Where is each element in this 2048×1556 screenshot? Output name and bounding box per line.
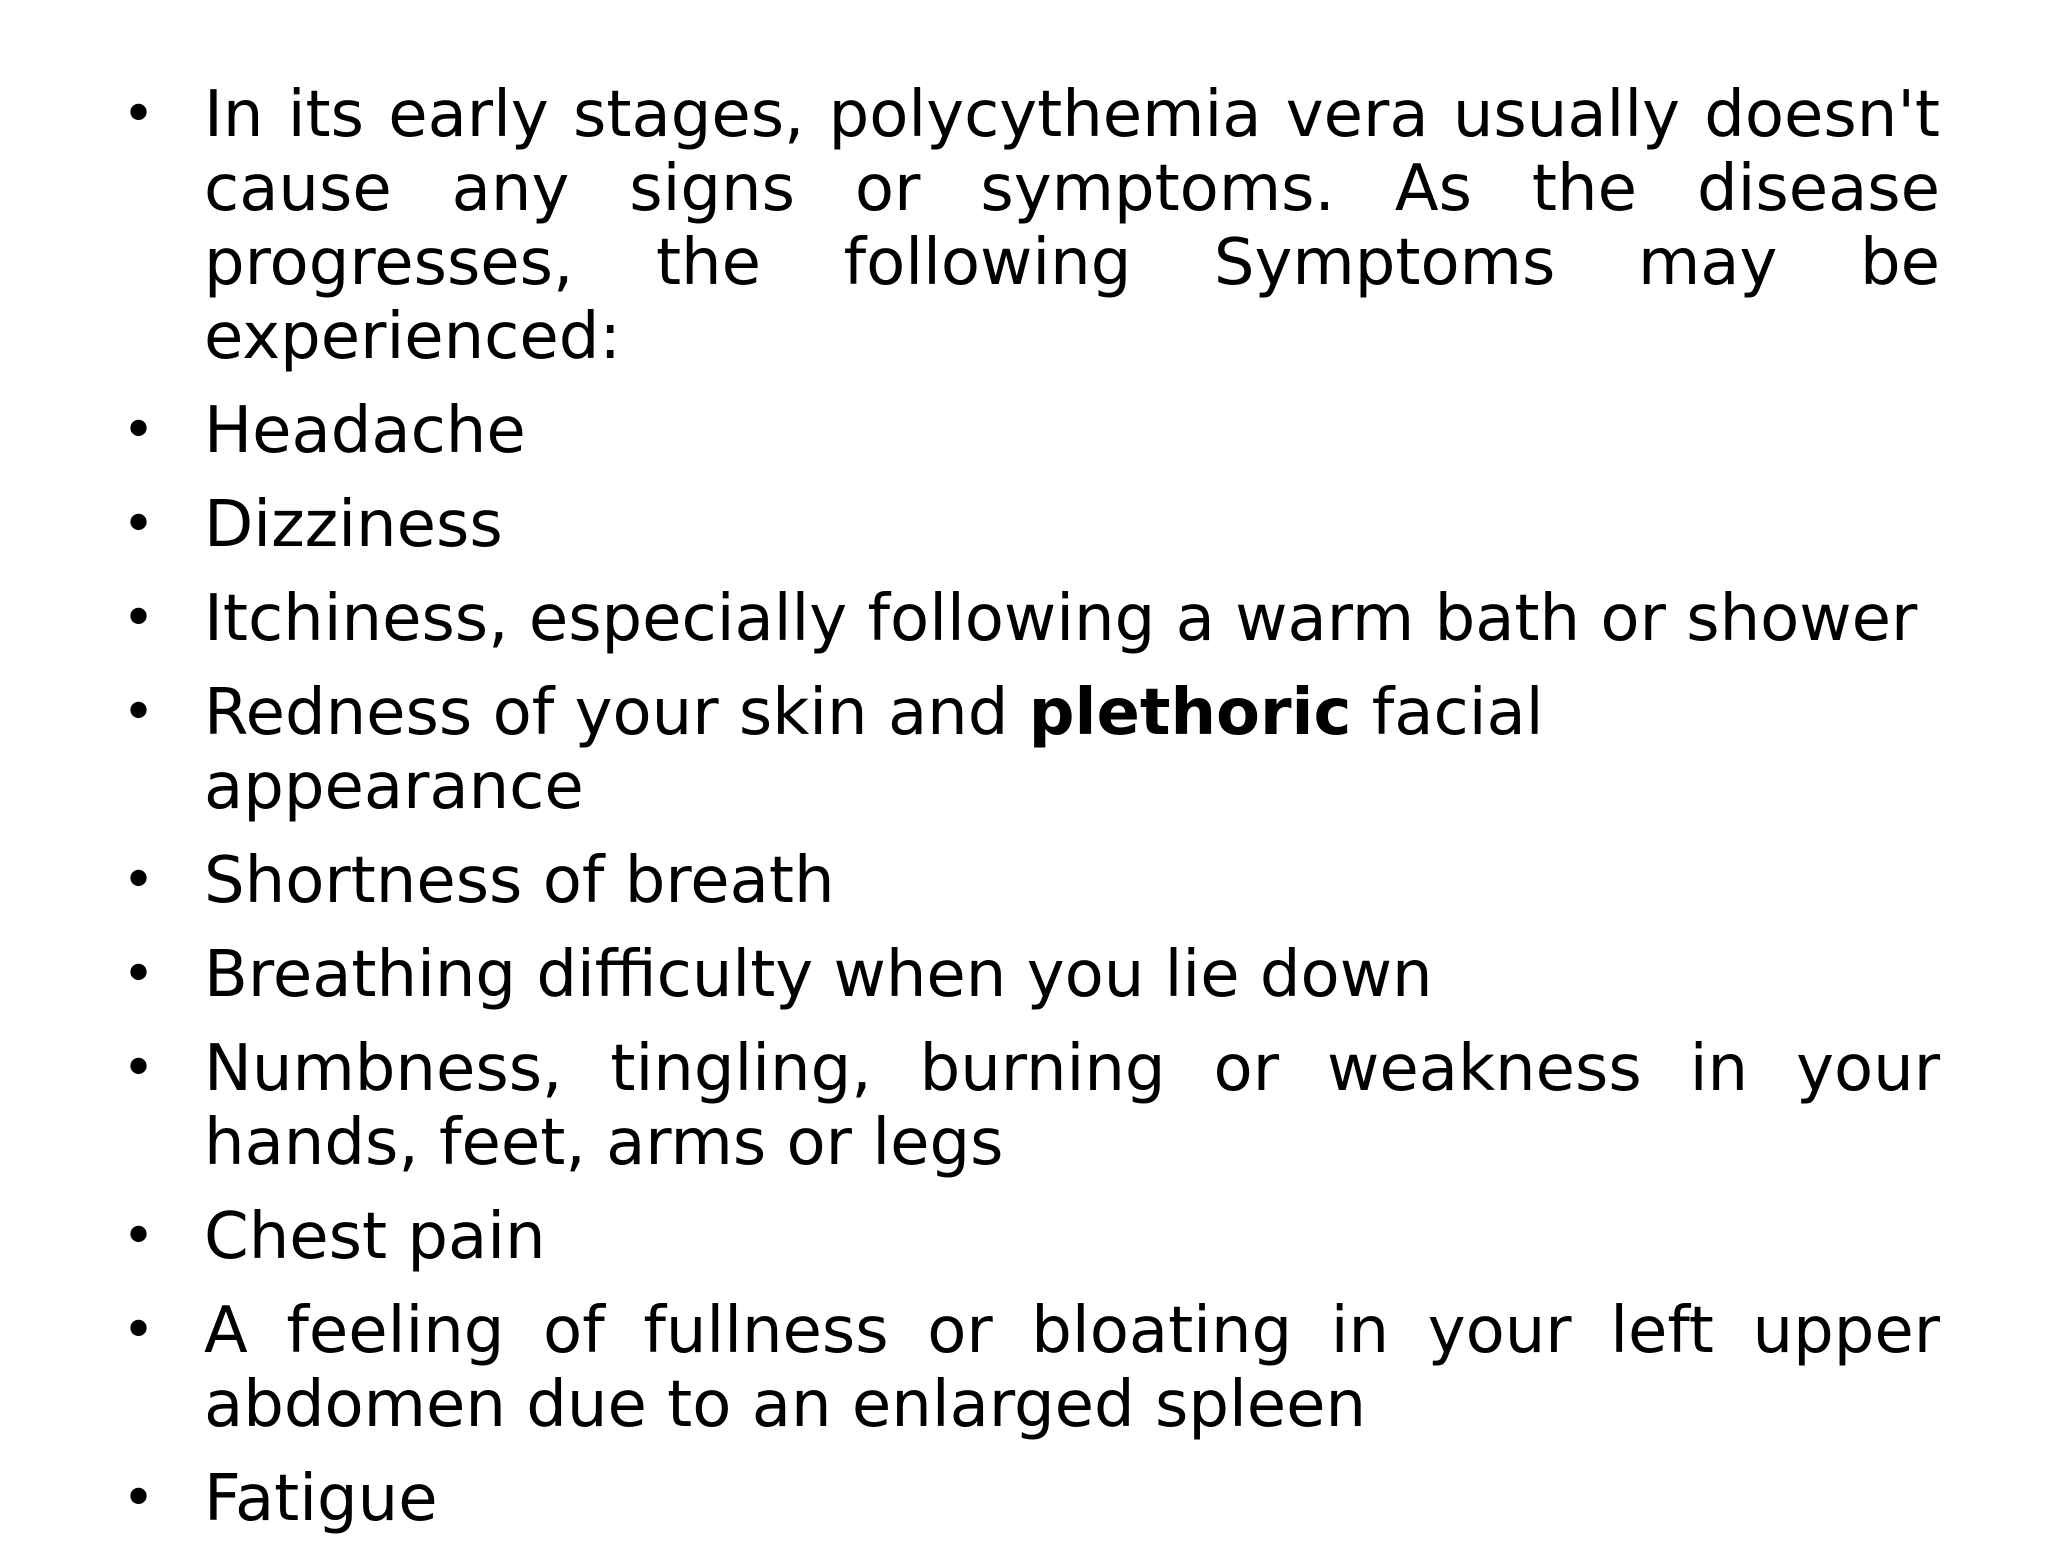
symptom-breathing-difficulty: Breathing difficulty when you lie down bbox=[204, 938, 1433, 1012]
list-item bbox=[120, 1294, 1940, 1442]
symptom-list bbox=[120, 78, 1940, 1556]
plethoric-term: plethoric bbox=[1028, 676, 1352, 750]
bullet-icon: • bbox=[122, 398, 156, 463]
bullet-icon: • bbox=[122, 1036, 156, 1101]
symptom-fatigue: Fatigue bbox=[204, 1462, 438, 1536]
symptom-redness bbox=[204, 676, 1940, 824]
symptom-numbness: Numbness, tingling, burning or weakness in your hands, feet, arms or legs bbox=[204, 1032, 1940, 1180]
list-item bbox=[120, 78, 1940, 374]
intro-text: In its early stages, polycythemia vera usually doesn't cause any signs or symptoms. As the disease progresses, the following Symptoms may be experienced: bbox=[204, 78, 1940, 374]
bullet-icon: • bbox=[122, 680, 156, 745]
bullet-icon: • bbox=[122, 586, 156, 651]
symptom-itchiness: Itchiness, especially following a warm bath or shower bbox=[204, 582, 1918, 656]
list-item bbox=[120, 582, 1940, 656]
bullet-icon: • bbox=[122, 1466, 156, 1531]
bullet-icon: • bbox=[122, 1204, 156, 1269]
list-item bbox=[120, 488, 1940, 562]
symptom-fullness: A feeling of fullness or bloating in your left upper abdomen due to an enlarged spleen bbox=[204, 1294, 1940, 1442]
list-item bbox=[120, 1462, 1940, 1536]
symptom-shortness-of-breath: Shortness of breath bbox=[204, 844, 835, 918]
list-item bbox=[120, 1200, 1940, 1274]
redness-text-start: Redness of your skin and bbox=[204, 676, 1029, 750]
bullet-icon: • bbox=[122, 492, 156, 557]
symptom-dizziness: Dizziness bbox=[204, 488, 503, 562]
list-item bbox=[120, 1032, 1940, 1180]
bullet-icon: • bbox=[122, 848, 156, 913]
symptom-headache: Headache bbox=[204, 394, 526, 468]
list-item bbox=[120, 676, 1940, 824]
symptom-chest-pain: Chest pain bbox=[204, 1200, 546, 1274]
redness-text-end: facial appearance bbox=[204, 676, 1544, 824]
list-item bbox=[120, 394, 1940, 468]
list-item bbox=[120, 844, 1940, 918]
list-item bbox=[120, 938, 1940, 1012]
bullet-icon: • bbox=[122, 942, 156, 1007]
bullet-icon: • bbox=[122, 1298, 156, 1363]
bullet-icon: • bbox=[122, 82, 156, 147]
